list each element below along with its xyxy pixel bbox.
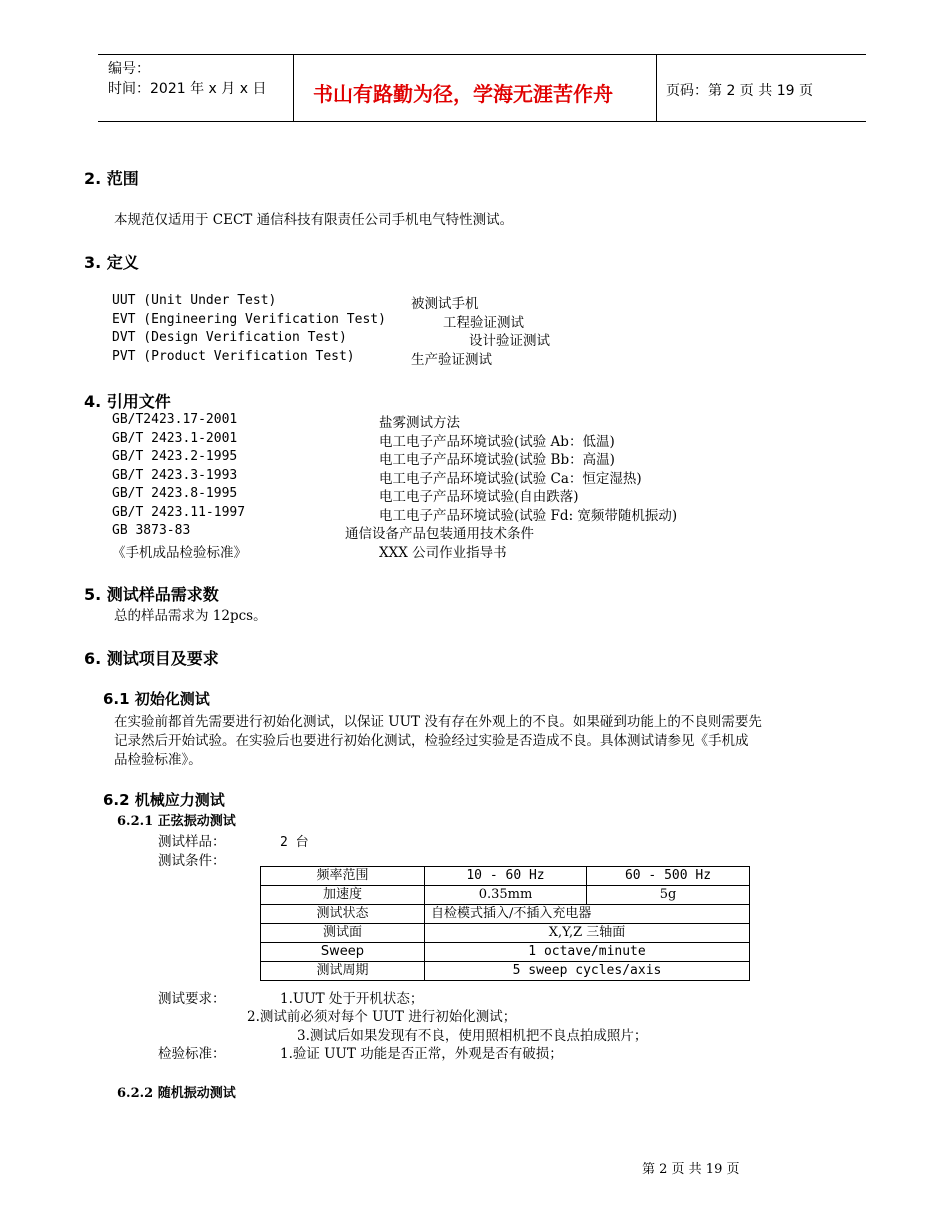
section-title: 5. 测试样品需求数	[84, 585, 219, 604]
header-divider	[656, 54, 657, 121]
definition-term: PVT (Product Verification Test)	[112, 349, 355, 364]
section-title: 6. 测试项目及要求	[84, 649, 219, 668]
table-cell: 60 - 500 Hz	[587, 867, 750, 886]
section-title: 3. 定义	[84, 253, 139, 272]
reference-code: GB/T 2423.8-1995	[112, 486, 238, 501]
reference-name: 电工电子产品环境试验(试验 Fd: 宽频带随机振动)	[379, 508, 678, 524]
header-slogan: 书山有路勤为径，学海无涯苦作舟	[313, 82, 613, 106]
reference-code: GB/T 2423.3-1993	[112, 468, 238, 483]
table-row	[261, 924, 750, 943]
table-cell: 0.35mm	[425, 886, 587, 905]
reference-code: GB/T 2423.2-1995	[112, 449, 238, 464]
definition-term: DVT (Design Verification Test)	[112, 330, 347, 345]
table-cell: 测试周期	[261, 962, 425, 981]
paragraph-line: 记录然后开始试验。在实验后也要进行初始化测试，检验经过实验是否造成不良。具体测试请参见《手机成	[114, 733, 749, 749]
header-divider	[293, 54, 294, 121]
reference-name: 电工电子产品环境试验(试验 Ca：恒定湿热)	[379, 471, 642, 487]
reference-code: GB/T 2423.1-2001	[112, 431, 238, 446]
reference-name: 电工电子产品环境试验(试验 Ab：低温)	[379, 434, 615, 450]
subsubsection-title: 6.2.1 正弦振动测试	[117, 814, 236, 829]
section-text: 总的样品需求为 12pcs。	[114, 608, 267, 624]
requirement-item: 3.测试后如果发现有不良，使用照相机把不良点拍成照片；	[297, 1028, 648, 1044]
table-cell: 测试面	[261, 924, 425, 943]
sample-label: 测试样品：	[158, 834, 226, 850]
reference-code: GB/T2423.17-2001	[112, 412, 238, 427]
subsection-title: 6.2 机械应力测试	[103, 791, 225, 809]
table-row	[261, 962, 750, 981]
definition-meaning: 生产验证测试	[411, 352, 492, 368]
paragraph-line: 品检验标准》。	[114, 752, 202, 768]
section-text: 本规范仅适用于 CECT 通信科技有限责任公司手机电气特性测试。	[114, 212, 514, 228]
subsection-title: 6.1 初始化测试	[103, 690, 210, 708]
table-cell: 1 octave/minute	[425, 943, 750, 962]
table-row	[261, 943, 750, 962]
table-cell: 加速度	[261, 886, 425, 905]
header-bottom-rule	[98, 121, 866, 122]
paragraph-line: 在实验前都首先需要进行初始化测试，以保证 UUT 没有存在外观上的不良。如果碰到功能上的不良则需要先	[114, 714, 762, 730]
table-cell: 自检模式插入/不插入充电器	[425, 905, 750, 924]
table-row	[261, 886, 750, 905]
table-cell: 5 sweep cycles/axis	[425, 962, 750, 981]
standard-item: 1.验证 UUT 功能是否正常，外观是否有破损；	[280, 1046, 563, 1062]
requirement-item: 1.UUT 处于开机状态；	[280, 991, 424, 1007]
table-row	[261, 905, 750, 924]
table-cell: 频率范围	[261, 867, 425, 886]
page-footer: 第 2 页 共 19 页	[642, 1162, 740, 1177]
table-cell: 10 - 60 Hz	[425, 867, 587, 886]
reference-code: GB/T 2423.11-1997	[112, 505, 246, 520]
header-number-label: 编号：	[108, 61, 150, 77]
table-cell: Sweep	[261, 943, 425, 962]
table-cell: 测试状态	[261, 905, 425, 924]
test-conditions-table	[260, 866, 750, 981]
definition-meaning: 被测试手机	[411, 296, 479, 312]
reference-name: 盐雾测试方法	[379, 415, 460, 431]
definition-term: EVT (Engineering Verification Test)	[112, 312, 386, 327]
requirement-item: 2.测试前必须对每个 UUT 进行初始化测试；	[247, 1009, 517, 1025]
reference-code: 《手机成品检验标准》	[112, 545, 247, 561]
reference-name: 电工电子产品环境试验(自由跌落)	[379, 489, 579, 505]
reference-name: XXX 公司作业指导书	[379, 545, 507, 561]
condition-label: 测试条件：	[158, 853, 226, 869]
section-title: 2. 范围	[84, 169, 139, 188]
definition-term: UUT (Unit Under Test)	[112, 293, 277, 308]
section-title: 4. 引用文件	[84, 392, 171, 411]
requirement-label: 测试要求：	[158, 991, 226, 1007]
table-cell: 5g	[587, 886, 750, 905]
definition-meaning: 设计验证测试	[469, 333, 550, 349]
header-top-rule	[98, 54, 866, 55]
reference-name: 通信设备产品包装通用技术条件	[345, 526, 534, 542]
subsubsection-title: 6.2.2 随机振动测试	[117, 1086, 236, 1101]
definition-meaning: 工程验证测试	[443, 315, 524, 331]
table-row	[261, 867, 750, 886]
reference-code: GB 3873-83	[112, 523, 191, 538]
standard-label: 检验标准：	[158, 1046, 226, 1062]
table-cell: X,Y,Z 三轴面	[425, 924, 750, 943]
sample-value: 2 台	[280, 835, 309, 850]
header-page-label: 页码：第 2 页 共 19 页	[666, 83, 813, 99]
reference-name: 电工电子产品环境试验(试验 Bb：高温)	[379, 452, 615, 468]
header-time-label: 时间：2021 年 x 月 x 日	[108, 81, 267, 97]
